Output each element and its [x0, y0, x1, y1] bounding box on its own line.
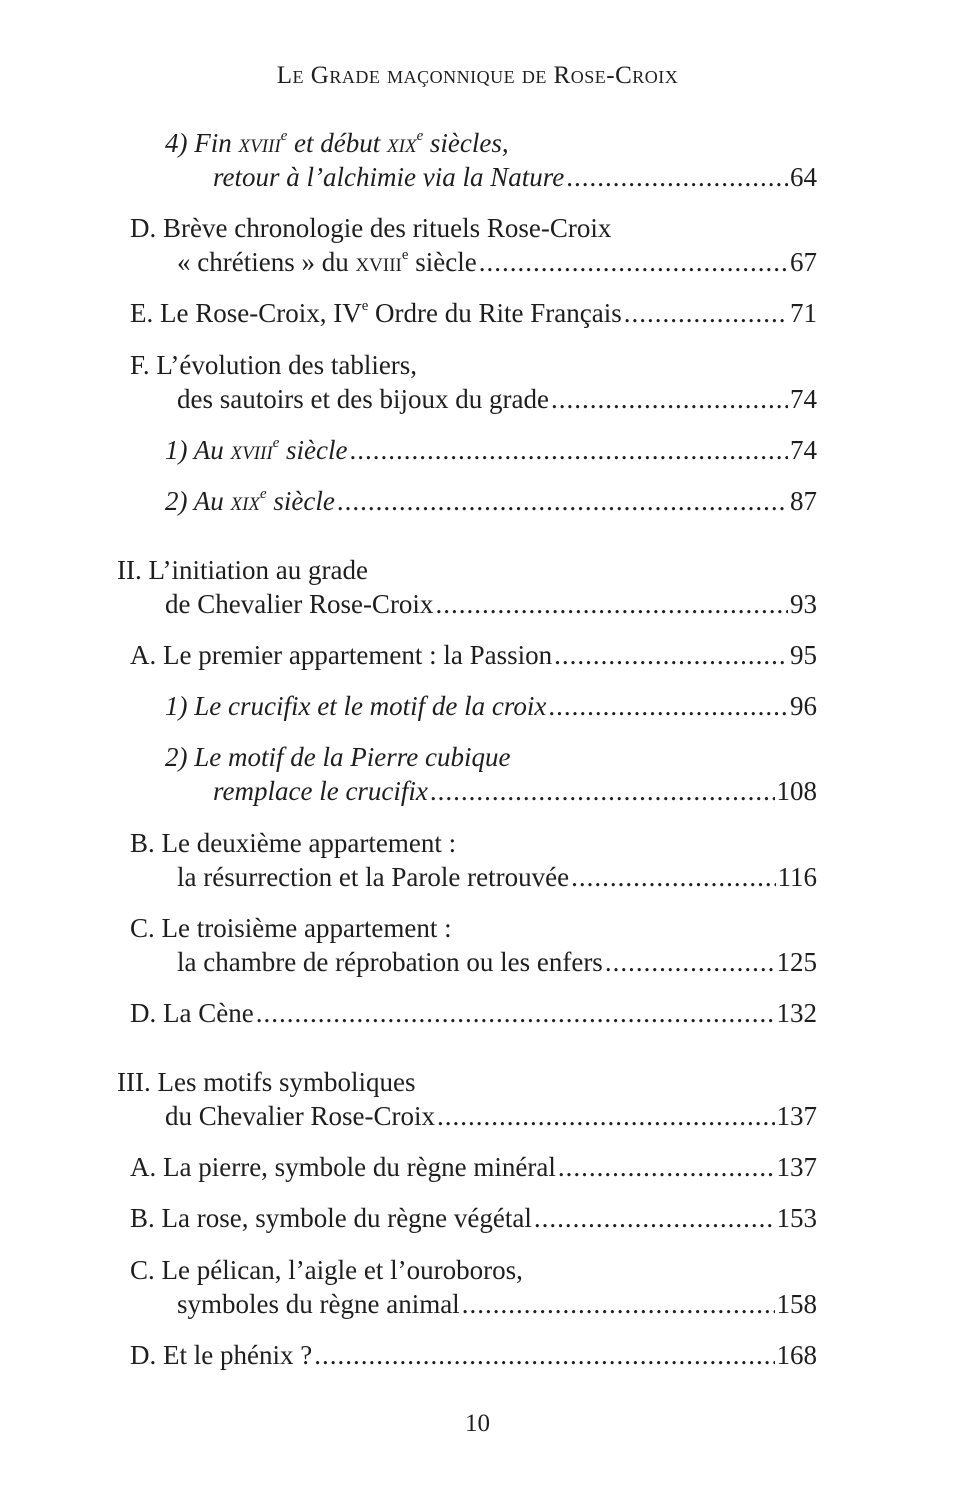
toc-entry-line1: C. Le pélican, l’aigle et l’ouroboros,	[130, 1255, 523, 1285]
running-header: Le Grade maçonnique de Rose-Croix	[276, 62, 679, 89]
toc-page-number: 116	[777, 862, 817, 892]
toc-entry-text: « chrétiens » du xviii$^e$ siècle	[177, 247, 477, 277]
leader-dots	[551, 384, 788, 415]
toc-entry-line	[0, 298, 817, 329]
toc-page-number: 95	[790, 640, 817, 670]
leader-dots	[337, 486, 788, 517]
leader-dots	[571, 862, 775, 893]
toc-entry-line	[0, 1152, 817, 1183]
toc-entry-text: A. Le premier appartement : la Passion	[130, 640, 553, 670]
leader-dots	[437, 1101, 775, 1132]
toc-entry-text: symboles du règne animal	[177, 1289, 460, 1319]
toc-page-number: 87	[790, 486, 817, 516]
toc-page-number: 132	[776, 998, 817, 1028]
toc-entry-text: du Chevalier Rose-Croix	[165, 1101, 435, 1131]
leader-dots	[624, 298, 788, 329]
toc-entry-text: de Chevalier Rose-Croix	[165, 589, 434, 619]
toc-entry-text: 1) Le crucifix et le motif de la croix	[165, 691, 547, 721]
toc-entry-line2	[0, 776, 817, 807]
toc-entry-line1: III. Les motifs symboliques	[117, 1067, 416, 1097]
toc-entry-line2	[0, 589, 817, 620]
leader-dots	[479, 247, 788, 278]
toc-page-number: 71	[790, 298, 817, 328]
leader-dots	[605, 947, 775, 978]
toc-entry-line	[0, 1340, 817, 1371]
toc-entry-line	[0, 1203, 817, 1234]
toc-entry-line1: B. Le deuxième appartement :	[130, 828, 457, 858]
toc-page-number: 108	[776, 776, 817, 806]
leader-dots	[548, 691, 788, 722]
toc-entry-line1: 2) Le motif de la Pierre cubique	[165, 742, 511, 772]
leader-dots	[462, 1289, 775, 1320]
toc-entry-text: remplace le crucifix	[213, 776, 428, 806]
toc-entry-line	[0, 691, 817, 722]
toc-entry-text: retour à l’alchimie via la Nature	[213, 162, 565, 192]
toc-page-number: 137	[776, 1101, 817, 1131]
toc-entry-text: E. Le Rose-Croix, IVe Ordre du Rite Français	[130, 298, 622, 328]
toc-page-number: 74	[790, 435, 817, 465]
toc-entry-line1: C. Le troisième appartement :	[130, 913, 452, 943]
leader-dots	[554, 640, 788, 671]
toc-page-number: 125	[776, 947, 817, 977]
toc-entry-line	[0, 640, 817, 671]
toc-page-number: 153	[776, 1203, 817, 1233]
toc-entry-text: des sautoirs et des bijoux du grade	[177, 384, 549, 414]
toc-entry-text: 1) Au xviii$^e$ siècle	[165, 435, 348, 465]
toc-entry-line1: 4) Fin xviii$^e$ et début xix$^e$ siècles,	[165, 128, 509, 158]
toc-entry-line1: D. Brève chronologie des rituels Rose-Croix	[130, 213, 612, 243]
toc-page-number: 96	[790, 691, 817, 721]
toc-entry-line	[0, 435, 817, 466]
leader-dots	[314, 1340, 774, 1371]
leader-dots	[350, 435, 788, 466]
toc-entry-line	[0, 486, 817, 517]
toc-page-number: 64	[790, 162, 817, 192]
toc-page-number: 168	[776, 1340, 817, 1370]
leader-dots	[435, 589, 788, 620]
toc-entry-line2	[0, 1289, 817, 1320]
leader-dots	[534, 1203, 775, 1234]
toc-entry-text: la résurrection et la Parole retrouvée	[177, 862, 570, 892]
toc-entry-text: la chambre de réprobation ou les enfers	[177, 947, 603, 977]
page-number: 10	[465, 1410, 490, 1437]
toc-entry-text: A. La pierre, symbole du règne minéral	[130, 1152, 556, 1182]
leader-dots	[566, 162, 788, 193]
toc-page-number: 137	[776, 1152, 817, 1182]
toc-entry-line2	[0, 162, 817, 193]
toc-entry-text: B. La rose, symbole du règne végétal	[130, 1203, 532, 1233]
toc-page-number: 93	[790, 589, 817, 619]
toc-entry-line2	[0, 862, 817, 893]
leader-dots	[430, 776, 775, 807]
toc-entry-text: D. Et le phénix ?	[130, 1340, 313, 1370]
toc-entry-line2	[0, 947, 817, 978]
toc-entry-text: 2) Au xix$^e$ siècle	[165, 486, 335, 516]
toc-entry-line	[0, 998, 817, 1029]
toc-page-number: 67	[790, 247, 817, 277]
leader-dots	[558, 1152, 775, 1183]
toc-page-number: 74	[790, 384, 817, 414]
toc-page-number: 158	[776, 1289, 817, 1319]
leader-dots	[256, 998, 775, 1029]
toc-entry-line2	[0, 247, 817, 278]
toc-entry-line2	[0, 384, 817, 415]
toc-entry-line1: F. L’évolution des tabliers,	[130, 350, 418, 380]
toc-entry-text: D. La Cène	[130, 998, 254, 1028]
toc-entry-line1: II. L’initiation au grade	[117, 555, 368, 585]
toc-entry-line2	[0, 1101, 817, 1132]
